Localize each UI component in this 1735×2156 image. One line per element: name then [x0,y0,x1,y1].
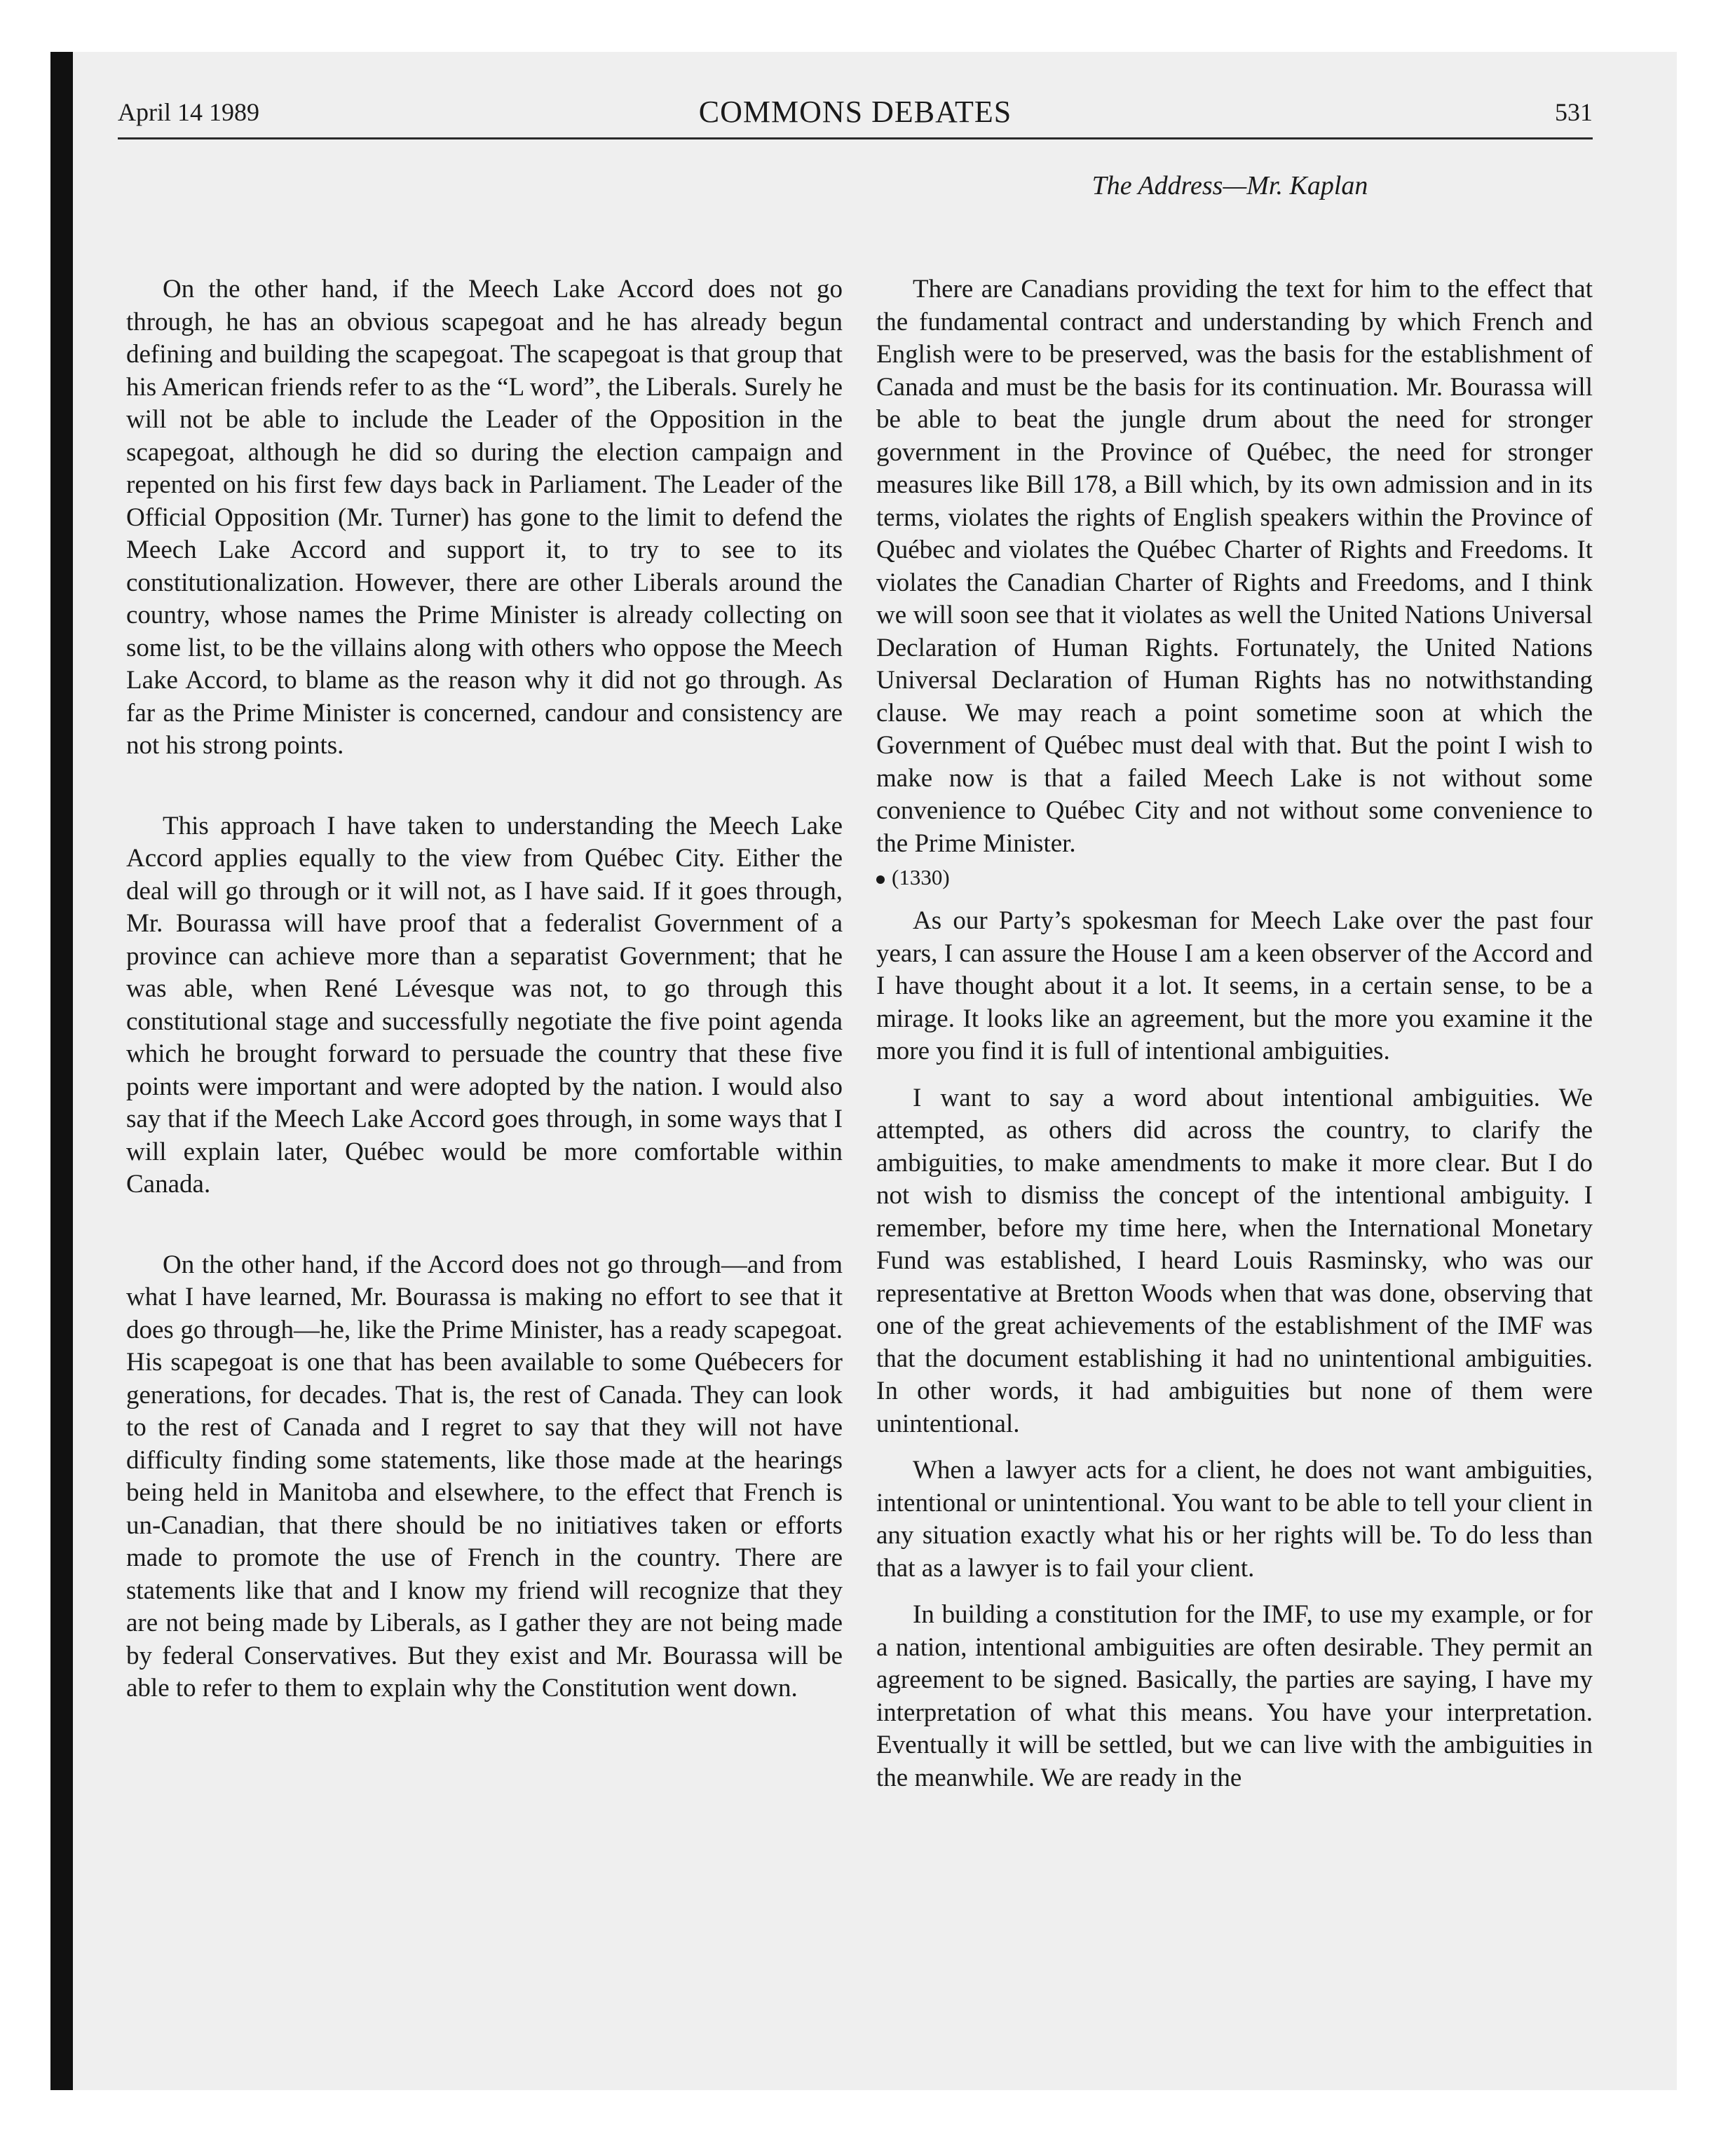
paragraph: In building a constitution for the IMF, to use my example, or for a nation, intentional ambiguities are often desirable. They permit an agreement to be signed. Basically, the parties are saying, I have my interpretation of what this means. You have your interpretation. Eventually it will be settled, but we can live with the ambiguities in the meanwhile. We are ready in the [876,1600,1593,1792]
page-number: 531 [1555,98,1593,126]
paragraph: I want to say a word about intentional ambiguities. We attempted, as others did across the country, to clarify the ambiguities, to make amendments to make it more clear. But I do not wish to dismiss the concept of the intentional ambiguity. I remember, before my time here, when the International Monetary Fund was established, I heard Louis Rasminsky, who was our representative at Bretton Woods when that was done, observing that one of the great achievements of the establishment of the IMF was that the document establishing it had no unintentional ambiguities. In other words, it had ambiguities but none of them were unintentional. [876,1083,1593,1438]
header-publication-title: COMMONS DEBATES [698,95,1012,129]
paragraph: When a lawyer acts for a client, he does not want ambiguities, intentional or unintentional. You want to be able to tell your client in any situation exactly what his or her rights will be. To do less than that as a lawyer is to fail your client. [876,1456,1593,1583]
bullet-icon [876,875,885,884]
paragraph: On the other hand, if the Meech Lake Accord does not go through, he has an obvious scapegoat and he has already begun defining and building the scapegoat. The scapegoat is that group that his American friends refer to as the “L word”, the Liberals. Surely he will not be able to include the Leader of the Opposition in the scapegoat, although he did so during the election campaign and repented on his first few days back in Parliament. The Leader of the Official Opposition (Mr. Turner) has gone to the limit to defend the Meech Lake Accord and support it, to try to see to its constitutionalization. However, there are other Liberals around the country, whose names the Prime Minister is already collecting on some list, to be the villains along with others who oppose the Meech Lake Accord, to blame as the reason why it did not go through. As far as the Prime Minister is concerned, candour and consistency are not his strong points. [126,275,843,760]
left-column [126,273,843,1705]
paragraph: As our Party’s spokesman for Meech Lake over the past four years, I can assure the House I am a keen observer of the Accord and I have thought about it a lot. It seems, in a certain sense, to be a mirage. It looks like an agreement, but the more you examine it the more you find it is full of intentional ambiguities. [876,906,1593,1065]
paragraph: On the other hand, if the Accord does not go through—and from what I have learned, Mr. Bourassa is making no effort to see that it does go through—he, like the Prime Minister, has a ready scapegoat. His scapegoat is one that has been available to some Québecers for generations, for decades. That is, the rest of Canada. They can look to the rest of Canada and I regret to say that they will not have difficulty finding some statements, like those made at the hearings being held in Manitoba and elsewhere, to the effect that French is un-Canadian, that there should be no initiatives taken or efforts made to promote the use of French in the country. There are statements like that and I know my friend will recognize that they are not being made by Liberals, as I gather they are not being made by federal Conservatives. But they exist and Mr. Bourassa will be able to refer to them to explain why the Constitution went down. [126,1250,843,1703]
scan-binding-edge [50,52,73,2090]
time-marker-label: (1330) [892,865,950,889]
paragraph: There are Canadians providing the text for him to the effect that the fundamental contract and understanding by which French and English were to be preserved, was the basis for the establishment of Canada and must be the basis for its continuation. Mr. Bourassa will be able to beat the jungle drum about the need for stronger government in the Province of Québec, the need for stronger measures like Bill 178, a Bill which, by its own admission and in its terms, violates the rights of English speakers within the Province of Québec and violates the Québec Charter of Rights and Freedoms. It violates the Canadian Charter of Rights and Freedoms, and I think we will soon see that it violates as well the United Nations Universal Declaration of Human Rights. Fortunately, the United Nations Universal Declaration of Human Rights has no notwithstanding clause. We may reach a point sometime soon at which the Government of Québec must deal with that. But the point I wish to make now is that a failed Meech Lake is not without some convenience to Québec City and not without some convenience to the Prime Minister. [876,275,1593,858]
right-column [876,273,1593,1794]
column-heading: The Address—Mr. Kaplan [1091,171,1368,200]
scan-margin [0,0,50,2156]
header-date: April 14 1989 [118,98,259,126]
time-marker [876,864,1593,891]
running-header [118,91,1593,139]
paragraph: This approach I have taken to understanding the Meech Lake Accord applies equally to the view from Québec City. Either the deal will go through or it will not, as I have said. If it goes through, Mr. Bourassa will have proof that a federalist Government of a province can achieve more than a separatist Government; that he was able, when René Lévesque was not, to go through this constitutional stage and successfully negotiate the five point agenda which he brought forward to persuade the country that these five points were important and were adopted by the nation. I would also say that if the Meech Lake Accord goes through, in some ways that I will explain later, Québec would be more comfortable within Canada. [126,811,843,1199]
